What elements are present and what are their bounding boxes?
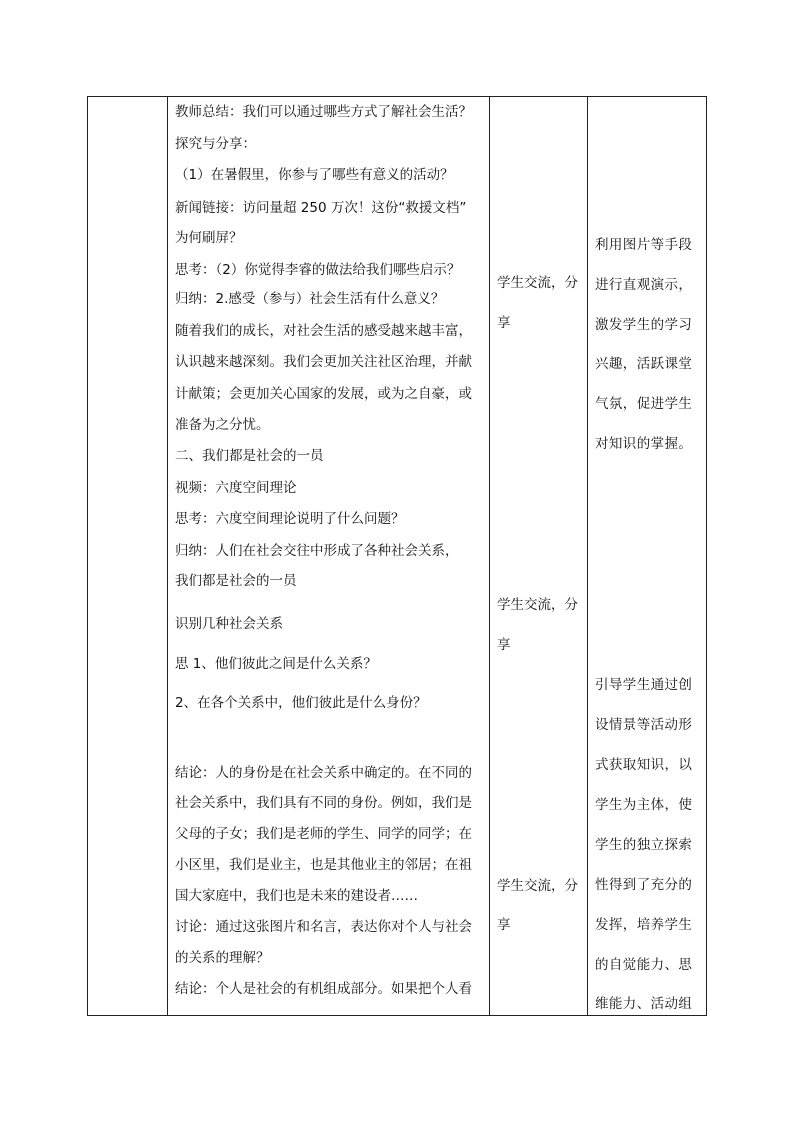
text-line: 识别几种社会关系	[175, 616, 283, 632]
text-line: 准备为之分忧。	[175, 417, 270, 433]
text-line: 思 1、他们彼此之间是什么关系？	[175, 656, 377, 672]
text-line: 探究与分享：	[175, 136, 256, 152]
text-line: 激发学生的学习	[595, 317, 693, 333]
text-line: 为何刷屏？	[175, 230, 243, 246]
text-line: （1）在暑假里，你参与了哪些有意义的活动？	[175, 167, 454, 183]
text-line: 利用图片等手段	[595, 237, 693, 253]
text-line: 思考：六度空间理论说明了什么问题？	[175, 511, 405, 527]
text-line: 发挥，培养学生	[595, 917, 693, 933]
text-line: 国大家庭中，我们也是未来的建设者……	[175, 888, 418, 904]
text-line: 进行直观演示，	[595, 277, 693, 293]
text-line: 维能力、活动组	[595, 996, 693, 1012]
text-line: 学生交流，分	[497, 275, 578, 291]
text-line: 式获取知识，以	[595, 757, 693, 773]
text-line: 新闻链接：访问量超 250 万次！这份“救援文档”	[175, 200, 467, 216]
text-line: 享	[497, 637, 511, 653]
text-line: 思考：（2）你觉得李睿的做法给我们哪些启示？	[175, 262, 461, 278]
text-line: 小区里，我们是业主，也是其他业主的邻居；在祖	[175, 857, 472, 873]
text-line: 享	[497, 315, 511, 331]
text-line: 计献策；会更加关心国家的发展，或为之自豪，或	[175, 386, 472, 402]
text-line: 享	[497, 917, 511, 933]
column-divider	[167, 97, 168, 1015]
text-line: 结论：个人是社会的有机组成部分。如果把个人看	[175, 981, 472, 997]
text-line: 视频：六度空间理论	[175, 480, 297, 496]
text-line: 的自觉能力、思	[595, 957, 693, 973]
section-heading: 二、我们都是社会的一员	[175, 448, 324, 464]
lesson-plan-table	[87, 96, 707, 1016]
text-line: 学生的独立探索	[595, 837, 693, 853]
text-line: 学生为主体，使	[595, 797, 693, 813]
text-line: 归纳：人们在社会交往中形成了各种社会关系，	[175, 543, 459, 559]
column-divider	[587, 97, 588, 1015]
text-line: 对知识的掌握。	[595, 436, 693, 452]
text-line: 学生交流，分	[497, 597, 578, 613]
text-line: 讨论：通过这张图片和名言，表达你对个人与社会	[175, 919, 472, 935]
text-line: 认识越来越深刻。我们会更加关注社区治理，并献	[175, 354, 472, 370]
text-line: 随着我们的成长，对社会生活的感受越来越丰富，	[175, 323, 472, 339]
text-line: 社会关系中，我们具有不同的身份。例如，我们是	[175, 795, 472, 811]
text-line: 学生交流，分	[497, 878, 578, 894]
text-line: 结论：人的身份是在社会关系中确定的。在不同的	[175, 765, 472, 781]
text-line: 我们都是社会的一员	[175, 573, 297, 589]
text-line: 2、在各个关系中，他们彼此是什么身份？	[175, 695, 427, 711]
text-line: 性得到了充分的	[595, 877, 693, 893]
text-line: 的关系的理解？	[175, 950, 270, 966]
text-line: 设情景等活动形	[595, 717, 693, 733]
column-divider	[489, 97, 490, 1015]
text-line: 教师总结：我们可以通过哪些方式了解社会生活？	[175, 104, 472, 120]
text-line: 引导学生通过创	[595, 677, 693, 693]
text-line: 气氛，促进学生	[595, 396, 693, 412]
text-line: 归纳：2.感受（参与）社会生活有什么意义？	[175, 291, 445, 307]
text-line: 父母的子女；我们是老师的学生、同学的同学；在	[175, 826, 472, 842]
text-line: 兴趣，活跃课堂	[595, 356, 693, 372]
